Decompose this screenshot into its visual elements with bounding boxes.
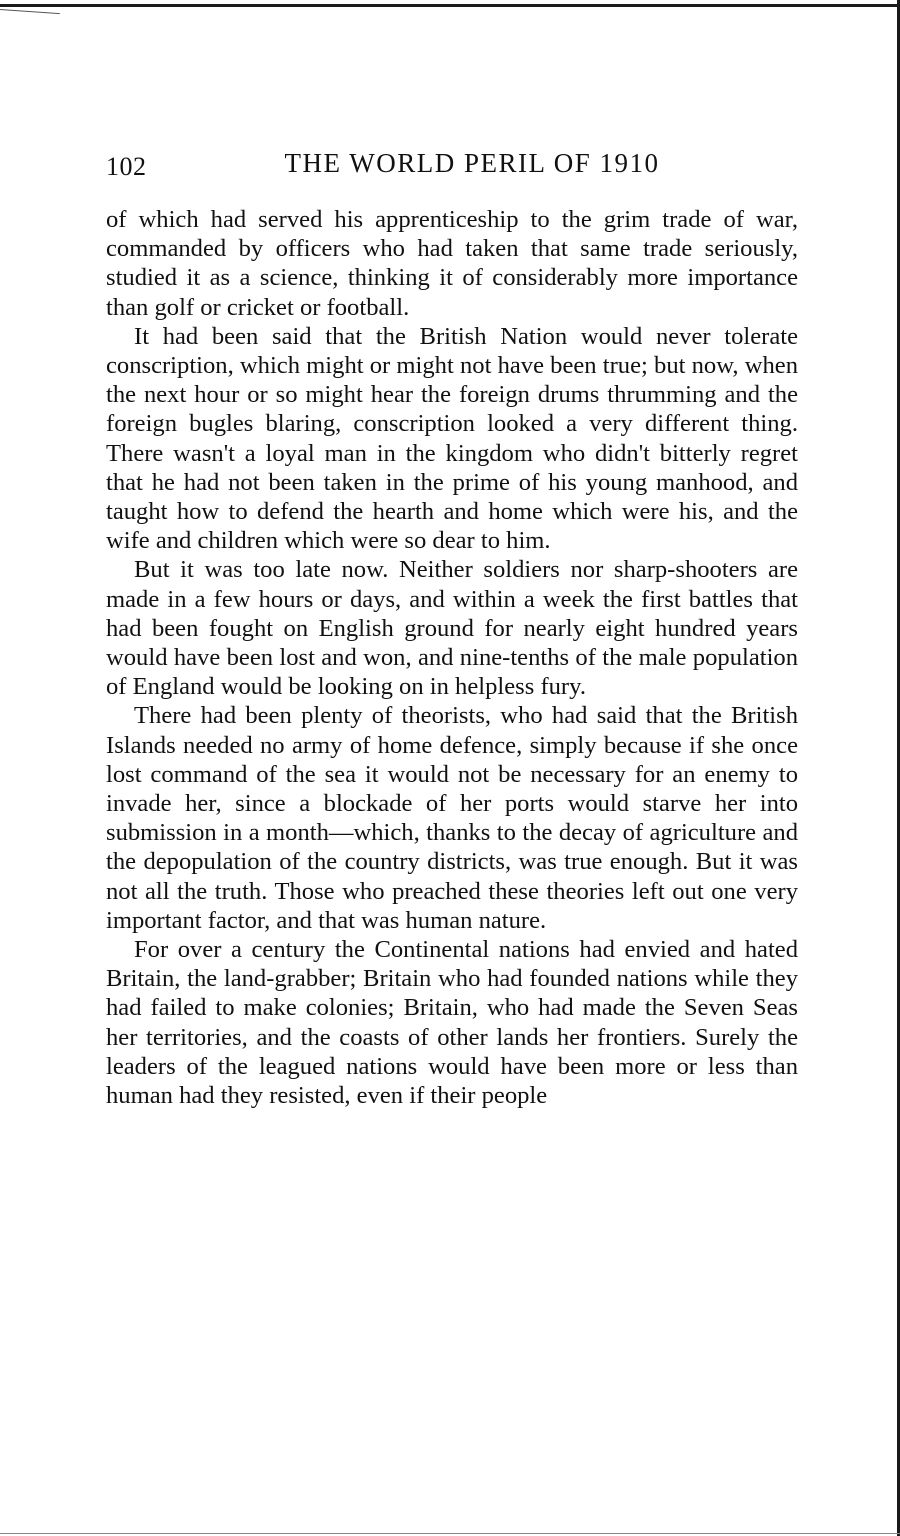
paragraph: There had been plenty of theorists, who had said that the British Islands needed no army of home defence, simply because if she once lost command of the sea it would not be necessary for an enemy to invade her, since a blockade of her ports would starve her into submission in a month—which, thanks to the decay of agriculture and the depopulation of the country districts, was true enough. But it was not all the truth. Those who preached these theories left out one very important factor, and that was human nature.	[106, 702, 798, 934]
paragraph: It had been said that the British Nation would never tolerate conscription, which might or might not have been true; but now, when the next hour or so might hear the foreign drums thrumming and the foreign bugles blaring, conscription looked a very different thing. There wasn't a loyal man in the kingdom who didn't bitterly regret that he had not been taken in the prime of his young manhood, and taught how to defend the hearth and home which were his, and the wife and children which were so dear to him.	[106, 322, 798, 555]
paragraph: But it was too late now. Neither soldiers nor sharp-shooters are made in a few hours or days, and within a week the first battles that had been fought on English ground for nearly eight hundred years would have been lost and won, and nine-tenths of the male population of England would be looking on in helpless fury.	[106, 556, 798, 701]
paragraph: For over a century the Continental nations had envied and hated Britain, the land-grabber; Britain who had founded nations while they had failed to make colonies; Britain, who had made the Seven Seas her territories, and the coasts of other lands her frontiers. Surely the leaders of the leagued nations would have been more or less than human had they resisted, even if their people	[106, 936, 798, 1110]
bottom-border-rule	[0, 1533, 900, 1534]
page-header	[106, 148, 798, 188]
paragraph: of which had served his apprenticeship to the grim trade of war, commanded by officers who had taken that same trade seriously, studied it as a science, thinking it of considerably more importance than golf or cricket or football.	[106, 206, 798, 321]
scan-artifact-line	[0, 9, 60, 14]
top-border-rule	[0, 4, 900, 7]
running-title: THE WORLD PERIL OF 1910	[284, 148, 660, 178]
page-body	[106, 205, 798, 1110]
page-number: 102	[106, 152, 147, 181]
